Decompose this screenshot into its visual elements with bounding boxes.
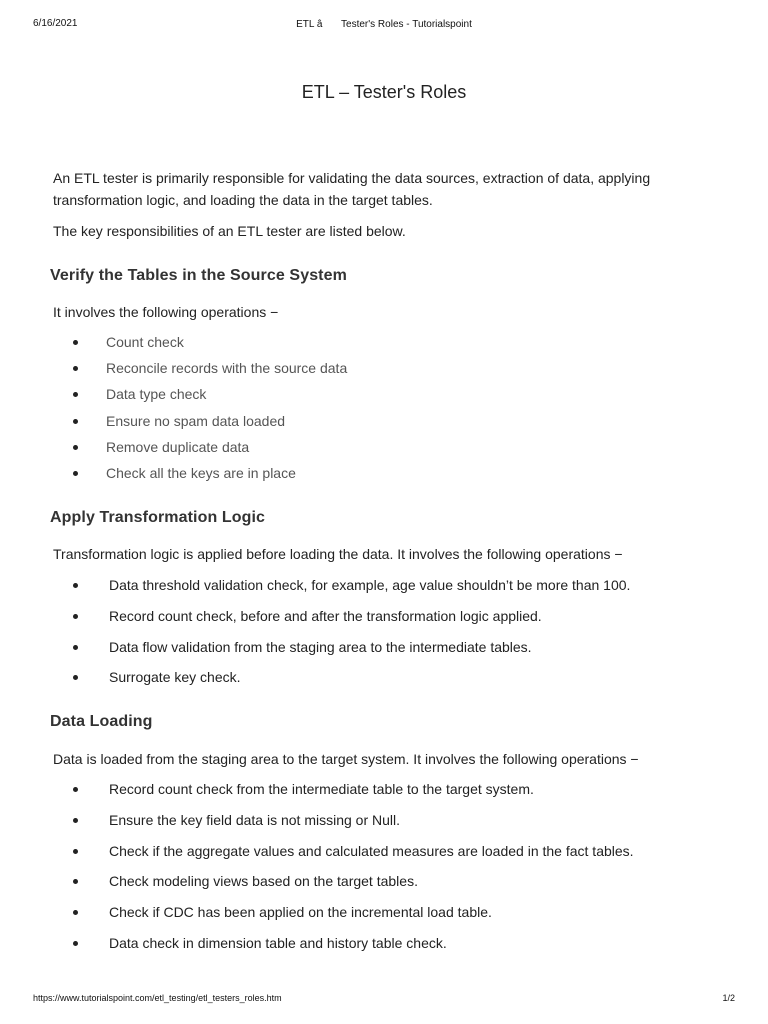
list-item-text: Data threshold validation check, for example, age value shouldn’t be more than 100.: [109, 577, 631, 593]
print-date: 6/16/2021: [33, 18, 78, 29]
list-item-text: Data type check: [106, 386, 207, 403]
list-item: [0, 903, 768, 934]
list-item: [0, 385, 768, 411]
bullet-icon: [73, 614, 78, 619]
bullet-icon: [73, 366, 78, 371]
list-item: [0, 607, 768, 638]
list-item: [0, 638, 768, 669]
bullet-icon: [73, 340, 78, 345]
list-item: [0, 576, 768, 607]
list-item: [0, 412, 768, 438]
print-footer: [0, 993, 768, 1007]
print-doc-title: ETL â Tester's Roles - Tutorialspoint: [296, 19, 472, 30]
list-item: [0, 934, 768, 965]
intro-paragraph-2: The key responsibilities of an ETL tester are listed below.: [53, 223, 406, 239]
list-item-text: Remove duplicate data: [106, 438, 250, 455]
bullet-icon: [73, 445, 78, 450]
bullet-icon: [73, 645, 78, 650]
intro-paragraph: An ETL tester is primarily responsible for validating the data sources, extraction of data, applying transformation logic, and loading the data in the target tables.: [53, 170, 651, 208]
list-item-text: Data check in dimension table and history table check.: [109, 934, 447, 951]
list-item-text: Data flow validation from the staging area to the intermediate tables.: [109, 638, 532, 655]
list-item: [0, 872, 768, 903]
list-item-text: Check if CDC has been applied on the incremental load table.: [109, 904, 492, 921]
list-item-text: Check if the aggregate values and calculated measures are loaded in the fact tables.: [109, 842, 634, 859]
bullet-icon: [73, 849, 78, 854]
list-item: [0, 464, 768, 490]
bullet-icon: [73, 583, 78, 588]
list-item-text: Reconcile records with the source data: [106, 360, 348, 377]
heading-verify-source: Verify the Tables in the Source System: [50, 267, 347, 284]
bullet-icon: [73, 818, 78, 823]
list-item-text: Check all the keys are in place: [106, 464, 296, 481]
list-item-text: Ensure the key field data is not missing or Null.: [109, 811, 401, 828]
list-item: [0, 333, 768, 359]
list-item: [0, 359, 768, 385]
page-title: ETL – Tester's Roles: [301, 82, 467, 102]
source-list: [0, 333, 768, 490]
print-header: [0, 18, 768, 32]
heading-transformation: Apply Transformation Logic: [50, 509, 266, 526]
page-number: 1/2: [722, 993, 735, 1003]
transform-lead: Transformation logic is applied before loading the data. It involves the following operations −: [53, 546, 623, 562]
list-item: [0, 438, 768, 464]
transform-list: [0, 576, 768, 699]
list-item-text: Count check: [106, 334, 184, 350]
list-item-text: Record count check, before and after the transformation logic applied.: [109, 607, 542, 624]
list-item-text: Surrogate key check.: [109, 669, 241, 686]
loading-list: [0, 780, 768, 965]
bullet-icon: [73, 471, 78, 476]
bullet-icon: [73, 392, 78, 397]
list-item: [0, 668, 768, 699]
list-item: [0, 811, 768, 842]
bullet-icon: [73, 910, 78, 915]
loading-lead: Data is loaded from the staging area to the target system. It involves the following operations −: [53, 751, 639, 767]
heading-data-loading: Data Loading: [50, 713, 153, 730]
list-item: [0, 842, 768, 873]
bullet-icon: [73, 879, 78, 884]
bullet-icon: [73, 941, 78, 946]
source-lead: It involves the following operations −: [53, 304, 279, 320]
list-item-text: Ensure no spam data loaded: [106, 412, 286, 429]
list-item: [0, 780, 768, 811]
list-item-text: Check modeling views based on the target tables.: [109, 873, 418, 890]
print-url: https://www.tutorialspoint.com/etl_testing/etl_testers_roles.htm: [33, 993, 282, 1003]
bullet-icon: [73, 787, 78, 792]
list-item-text: Record count check from the intermediate table to the target system.: [109, 781, 534, 797]
bullet-icon: [73, 419, 78, 424]
bullet-icon: [73, 675, 78, 680]
